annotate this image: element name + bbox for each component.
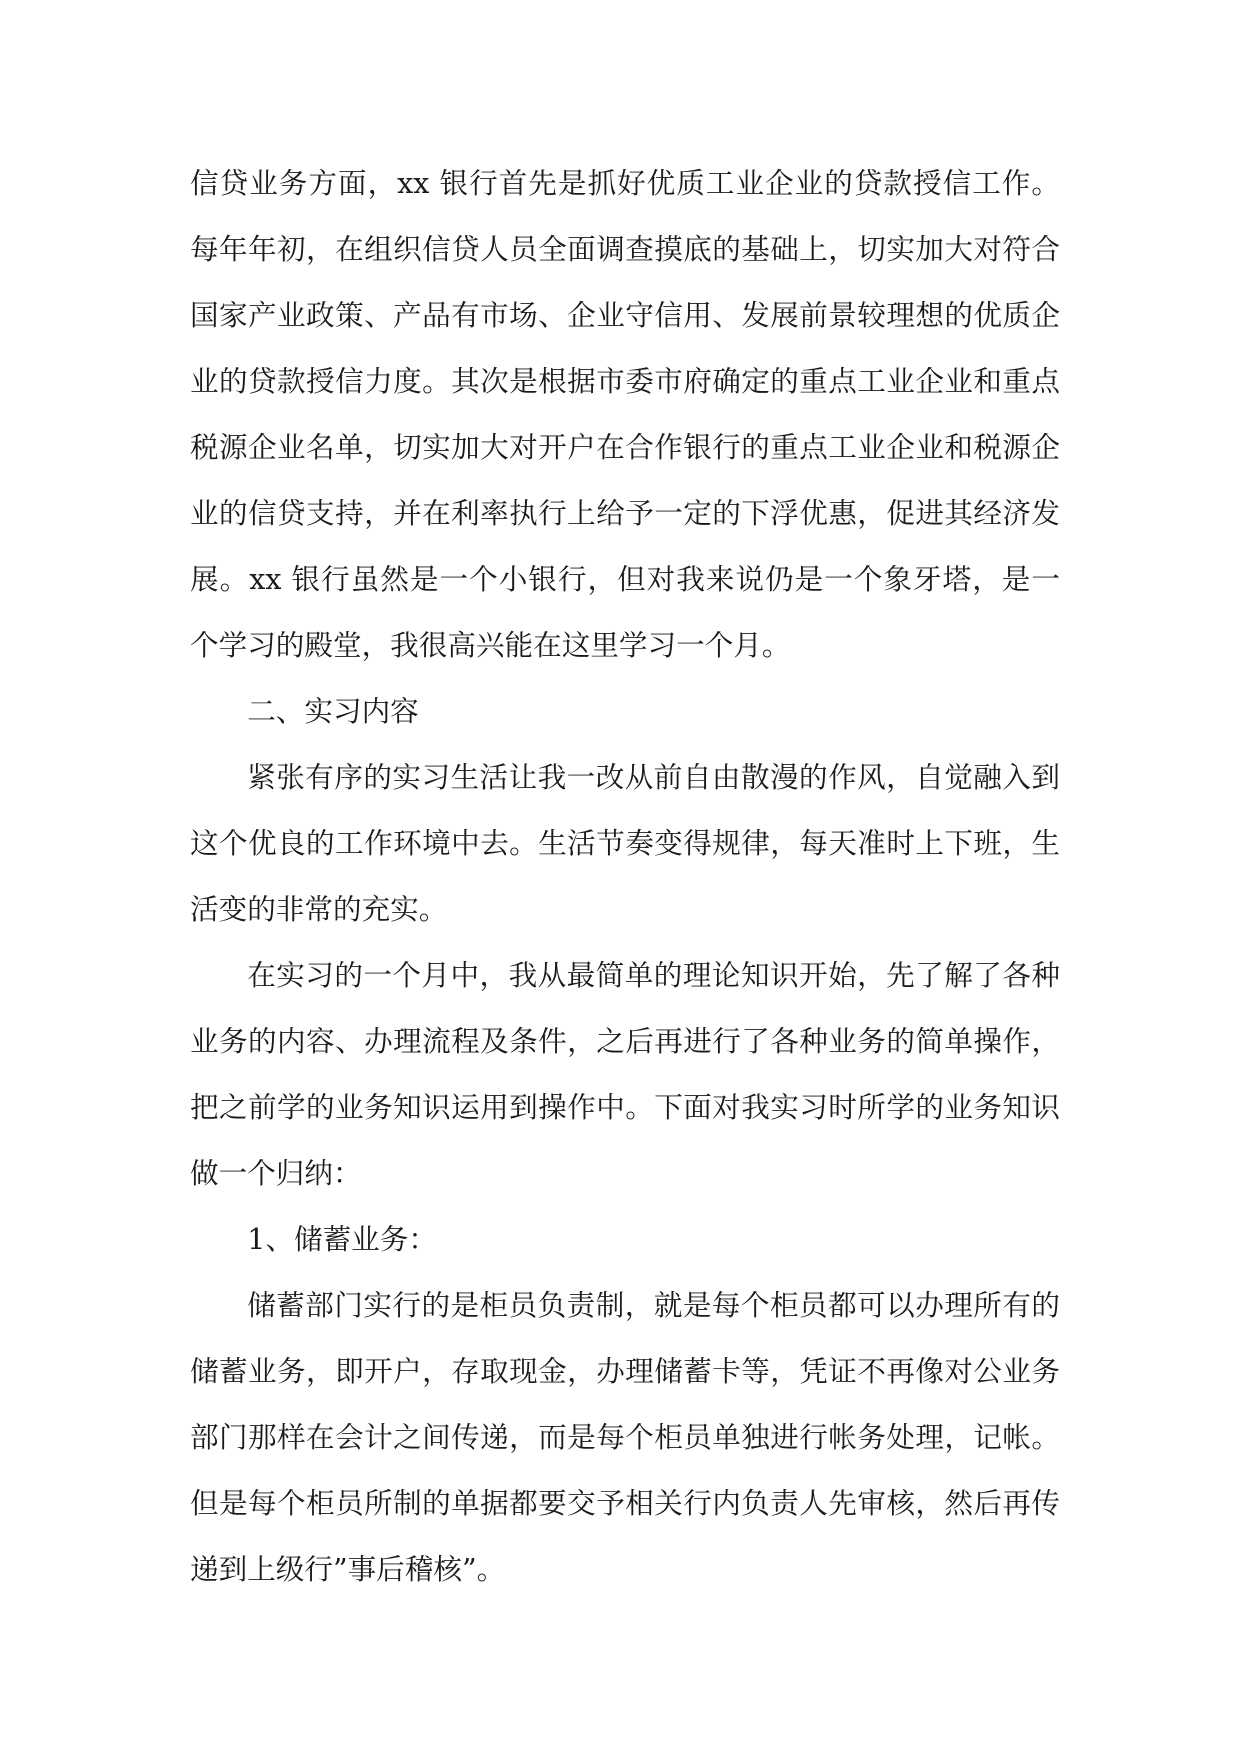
document-page (190, 150, 1060, 1602)
paragraph-savings-department: 储蓄部门实行的是柜员负责制，就是每个柜员都可以办理所有的储蓄业务，即开户，存取现金，办理储蓄卡等，凭证不再像对公业务部门那样在会计之间传递，而是每个柜员单独进行帐务处理，记帐。但是每个柜员所制的单据都要交予相关行内负责人先审核，然后再传递到上级行”事后稽核”。 (190, 1288, 1060, 1586)
paragraph-internship-life: 紧张有序的实习生活让我一改从前自由散漫的作风，自觉融入到这个优良的工作环境中去。生活节奏变得规律，每天准时上下班，生活变的非常的充实。 (190, 760, 1060, 926)
subheading-savings-business: 1、储蓄业务： (247, 1222, 437, 1256)
paragraph-credit-business: 信贷业务方面，xx 银行首先是抓好优质工业企业的贷款授信工作。每年年初，在组织信贷人员全面调查摸底的基础上，切实加大对符合国家产业政策、产品有市场、企业守信用、发展前景较理想的优质企业的贷款授信力度。其次是根据市委市府确定的重点工业企业和重点税源企业名单，切实加大对开户在合作银行的重点工业企业和税源企业的信贷支持，并在利率执行上给予一定的下浮优惠，促进其经济发展。xx 银行虽然是一个小银行，但对我来说仍是一个象牙塔，是一个学习的殿堂，我很高兴能在这里学习一个月。 (190, 166, 1060, 662)
paragraph-internship-month: 在实习的一个月中，我从最简单的理论知识开始，先了解了各种业务的内容、办理流程及条件，之后再进行了各种业务的简单操作，把之前学的业务知识运用到操作中。下面对我实习时所学的业务知识做一个归纳： (190, 958, 1060, 1190)
section-heading-internship-content: 二、实习内容 (247, 694, 419, 728)
